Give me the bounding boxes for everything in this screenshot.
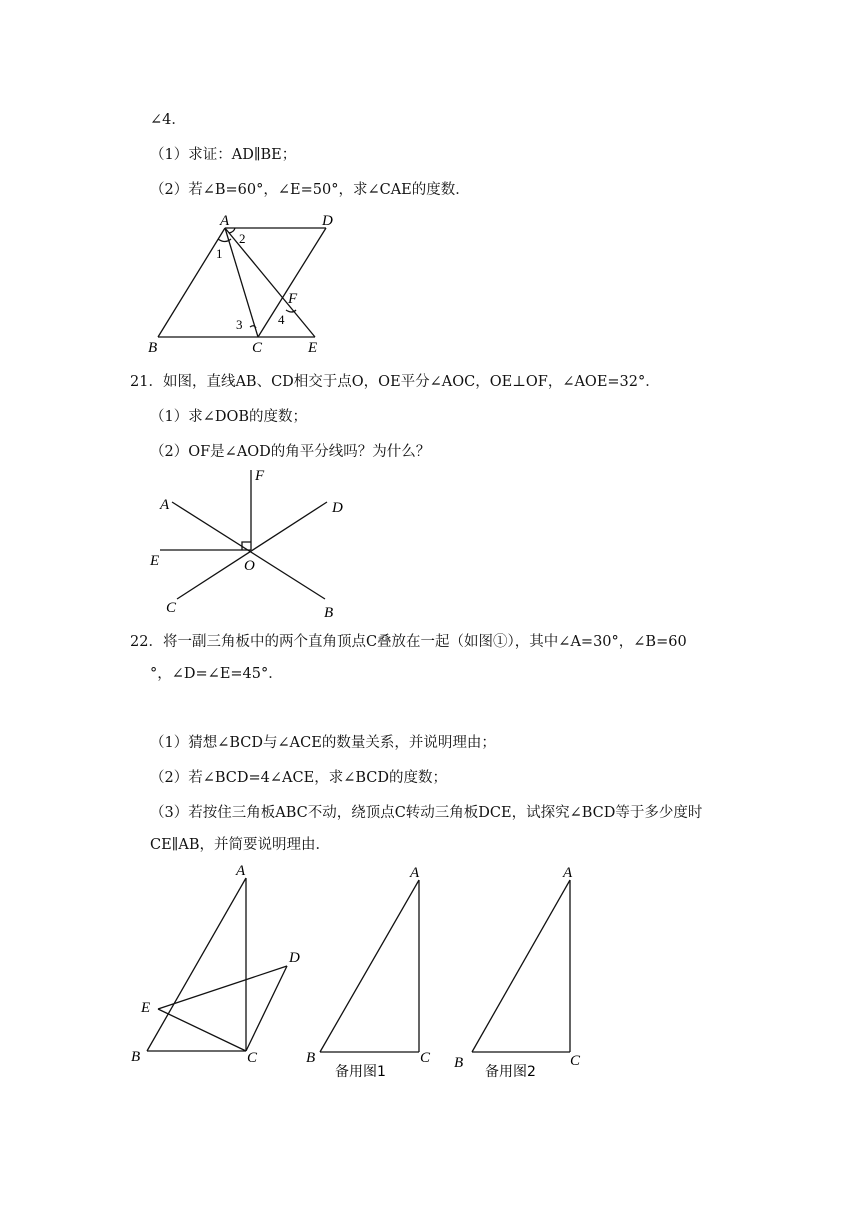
q22-part3-line2: CE∥AB，并简要说明理由． (150, 837, 331, 853)
q21-label-o: O (244, 558, 255, 574)
q20-label-b: B (148, 340, 158, 356)
q22-fig3-label-a: A (563, 865, 573, 881)
q21-part1: （1）求∠DOB的度数； (150, 409, 308, 425)
q20-part1: （1）求证：AD∥BE； (150, 147, 297, 163)
q22-fig2-label-a: A (410, 865, 420, 881)
q20-figure (140, 210, 340, 360)
q22-figure-spare-1 (300, 862, 450, 1082)
q22-fig3-label-c: C (570, 1053, 581, 1069)
q20-label-f: F (288, 291, 298, 307)
q21-label-a: A (160, 497, 170, 513)
q21-label-d: D (332, 500, 343, 516)
q20-label-c: C (252, 340, 263, 356)
q20-continuation: ∠4． (150, 112, 186, 128)
q22-part1: （1）猜想∠BCD与∠ACE的数量关系，并说明理由； (150, 735, 496, 751)
q22-fig1-label-a: A (236, 863, 246, 879)
q21-label-f: F (255, 468, 265, 484)
q22-fig1-label-b: B (131, 1049, 141, 1065)
q22-fig1-label-d: D (289, 950, 300, 966)
q20-label-a: A (220, 213, 230, 229)
q21-figure (140, 462, 360, 622)
q20-angle4: 4 (278, 312, 285, 327)
q22-figure-spare-2 (450, 862, 600, 1082)
q22-fig1-label-e: E (141, 1000, 151, 1016)
q22-fig3-caption: 备用图2 (485, 1064, 536, 1080)
q21-stem: 21．如图，直线AB、CD相交于点O，OE平分∠AOC，OE⊥OF，∠AOE=32°． (130, 374, 660, 390)
q22-figure-1 (125, 858, 315, 1068)
q21-label-c: C (166, 600, 177, 616)
q22-part2: （2）若∠BCD=4∠ACE，求∠BCD的度数； (150, 770, 447, 786)
q21-label-e: E (150, 553, 160, 569)
q22-fig1-label-c: C (247, 1050, 258, 1066)
q20-label-d: D (322, 213, 333, 229)
q20-part2: （2）若∠B=60°，∠E=50°，求∠CAE的度数． (150, 182, 470, 198)
q22-fig2-label-b: B (306, 1050, 316, 1066)
q22-fig2-label-c: C (420, 1050, 431, 1066)
q22-part3-line1: （3）若按住三角板ABC不动，绕顶点C转动三角板DCE，试探究∠BCD等于多少度时 (150, 805, 703, 821)
q20-label-e: E (308, 340, 318, 356)
q21-label-b: B (324, 605, 334, 621)
q21-part2: （2）OF是∠AOD的角平分线吗？为什么？ (150, 444, 431, 460)
q20-angle1: 1 (216, 246, 223, 261)
q20-angle3: 3 (236, 317, 243, 332)
q22-fig2-caption: 备用图1 (335, 1064, 386, 1080)
q22-fig3-label-b: B (454, 1055, 464, 1071)
q22-stem-line1: 22．将一副三角板中的两个直角顶点C叠放在一起（如图①），其中∠A=30°，∠B=60 (130, 634, 687, 650)
q22-stem-line2: °，∠D=∠E=45°． (150, 666, 283, 682)
q20-angle2: 2 (239, 231, 246, 246)
